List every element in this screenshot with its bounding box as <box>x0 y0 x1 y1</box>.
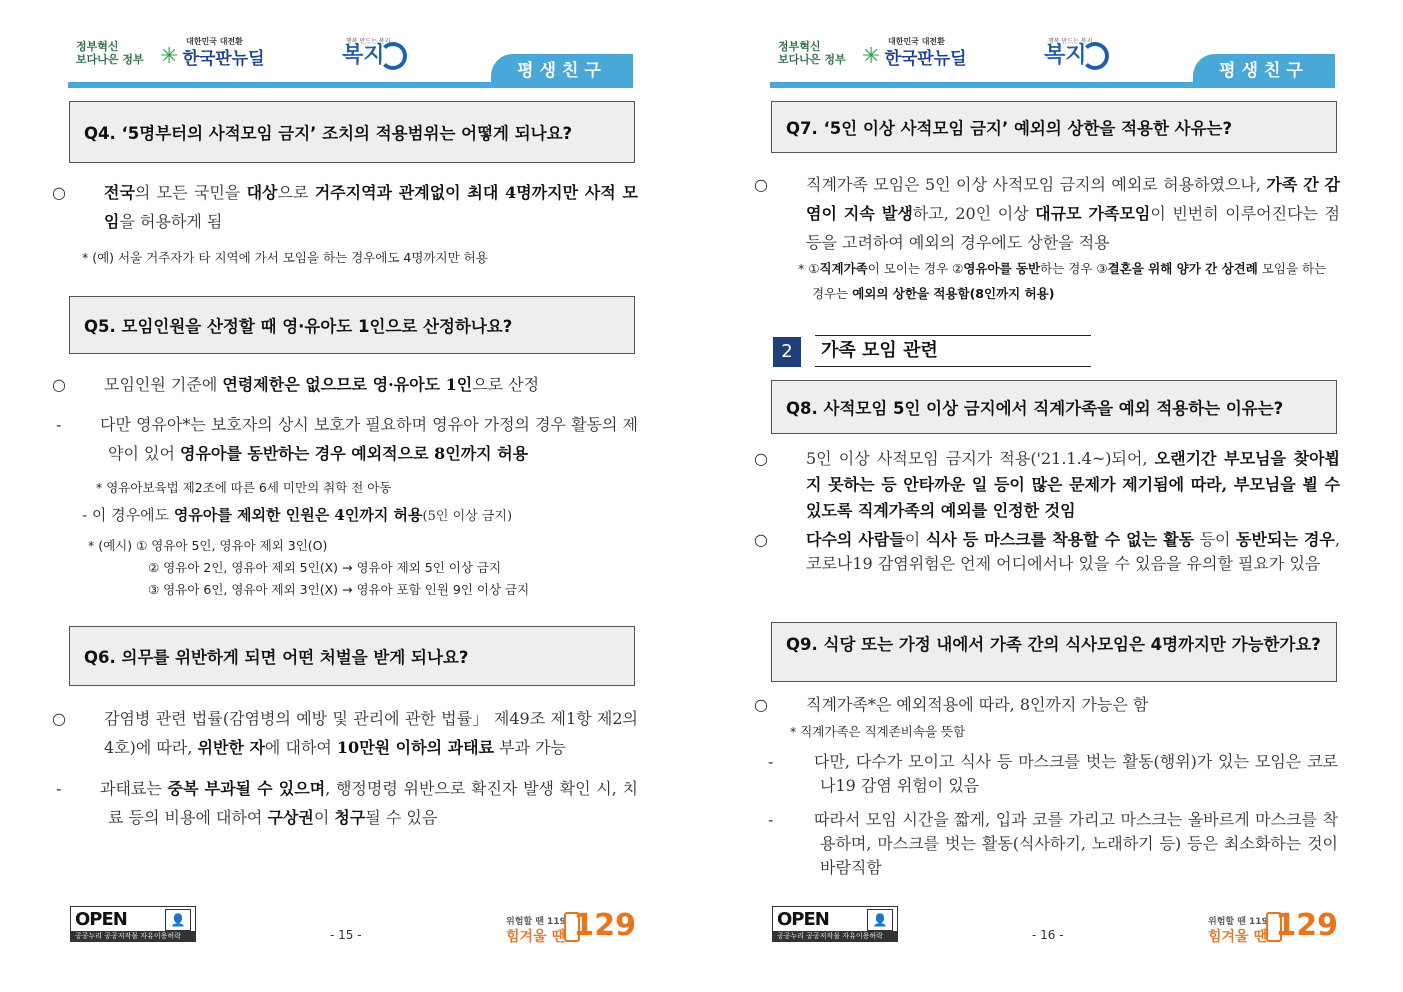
page-number: - 15 - <box>330 928 362 942</box>
question-q6: Q6. 의무를 위반하게 되면 어떤 처벌을 받게 되나요? <box>69 626 635 686</box>
section-number: 2 <box>773 337 801 367</box>
answer-q9-1: ○ 직계가족*은 예외적용에 따라, 8인까지 가능은 함 <box>754 695 1149 714</box>
answer-q6-1: ○ 감염병 관련 법률(감염병의 예방 및 관리에 관한 법률」 제49조 제1항 제2의4호)에 따라, 위반한 자에 대하여 10만원 이하의 과태료 부과 가능 <box>52 709 638 757</box>
newdeal-star-icon: ✳ <box>160 44 179 69</box>
answer-q8-2: ○ 다수의 사람들이 식사 등 마스크를 착용할 수 없는 활동 등이 동반되는 경우, 코로나19 감염위험은 언제 어디에서나 있을 수 있음을 유의할 필요가 있음 <box>754 530 1340 573</box>
answer-q7-1: ○ 직계가족 모임은 5인 이상 사적모임 금지의 예외로 허용하였으나, 가족 간 감염이 지속 발생하고, 20인 이상 대규모 가족모임이 빈번히 이루어진다는 점 등을 고려하여 예외의 경우에도 상한을 적용 <box>754 175 1340 252</box>
bokji-circle-icon <box>1081 42 1109 70</box>
example-q5-1: * (예시) ① 영유아 5인, 영유아 제외 3인(O) <box>88 538 328 553</box>
question-q9: Q9. 식당 또는 가정 내에서 가족 간의 식사모임은 4명까지만 가능한가요? <box>771 622 1337 682</box>
korean-new-deal-logo: ✳ 대한민국 대전환 한국판뉴딜 <box>160 37 265 69</box>
answer-q5-1: ○ 모임인원 기준에 연령제한은 없으므로 영·유아도 1인으로 산정 <box>52 375 540 394</box>
answer-q5-2: - 다만 영유아*는 보호자의 상시 보호가 필요하며 영유아 가정의 경우 활동의 제약이 있어 영유아를 동반하는 경우 예외적으로 8인까지 허용 <box>56 415 638 463</box>
open-license-badge: OPEN 👤 공공누리 공공저작물 자유이용허락 <box>772 906 898 942</box>
note-q9: * 직계가족은 직계존비속을 뜻함 <box>790 724 966 739</box>
note-q4: * (예) 서울 거주자가 타 지역에 가서 모임을 하는 경우에도 4명까지만 허용 <box>82 250 488 265</box>
hotline-129-logo: 위험할 땐 119 힘겨울 땐 129 <box>1208 908 1338 945</box>
page-number: - 16 - <box>1032 928 1064 942</box>
example-q5-3: ③ 영유아 6인, 영유아 제외 3인(X) → 영유아 포함 인원 9인 이상 금지 <box>148 582 530 597</box>
question-q5: Q5. 모임인원을 산정할 때 영·유아도 1인으로 산정하나요? <box>69 296 635 354</box>
answer-q4-1: ○ 전국의 모든 국민을 대상으로 거주지역과 관계없이 최대 4명까지만 사적 모임을 허용하게 됨 <box>52 183 638 231</box>
answer-q5-3: - 이 경우에도 영유아를 제외한 인원은 4인까지 허용(5인 이상 금지) <box>82 506 513 524</box>
answer-q8-1: ○ 5인 이상 사적모임 금지가 적용('21.1.4~)되어, 오랜기간 부모님을 찾아뵙지 못하는 등 안타까운 일 등이 많은 문제가 제기됨에 따라, 부모님을 뵐 수 있도록 직계가족의 예외를 인정한 것임 <box>754 449 1340 520</box>
header-tab: 평생친구 <box>491 54 633 88</box>
section-heading <box>773 335 1091 369</box>
header-tab: 평생친구 <box>1193 54 1335 88</box>
answer-q6-2: - 과태료는 중복 부과될 수 있으며, 행정명령 위반으로 확진자 발생 확인 시, 치료 등의 비용에 대하여 구상권이 청구될 수 있음 <box>56 779 638 827</box>
korean-new-deal-logo: ✳ 대한민국 대전환 한국판뉴딜 <box>862 37 967 69</box>
bokji-logo: 행복 만드는 복지 복지 <box>1044 38 1109 70</box>
bokji-logo: 행복 만드는 복지 복지 <box>342 38 407 70</box>
open-license-badge: OPEN 👤 공공누리 공공저작물 자유이용허락 <box>70 906 196 942</box>
answer-q9-3: - 따라서 모임 시간을 짧게, 입과 코를 가리고 마스크는 올바르게 마스크를 착용하며, 마스크를 벗는 활동(식사하기, 노래하기 등) 등은 최소화하는 것이 바람직함 <box>768 810 1338 877</box>
page-header <box>770 36 1335 88</box>
hotline-129-logo: 위험할 땐 119 힘겨울 땐 129 <box>506 908 636 945</box>
gov-innovation-logo: 정부혁신 보다나은 정부 <box>76 40 144 66</box>
page-header <box>68 36 633 88</box>
bokji-circle-icon <box>379 42 407 70</box>
gov-innovation-logo: 정부혁신 보다나은 정부 <box>778 40 846 66</box>
note-q7: * ①직계가족이 모이는 경우 ②영유아를 동반하는 경우 ③결혼을 위해 양가 간 상견례 모임을 하는 경우는 예외의 상한을 적용함(8인까지 허용) <box>798 261 1327 301</box>
question-q7: Q7. ‘5인 이상 사적모임 금지’ 예외의 상한을 적용한 사유는? <box>771 101 1337 153</box>
example-q5-2: ② 영유아 2인, 영유아 제외 5인(X) → 영유아 제외 5인 이상 금지 <box>148 560 502 575</box>
question-q8: Q8. 사적모임 5인 이상 금지에서 직계가족을 예외 적용하는 이유는? <box>771 380 1337 434</box>
newdeal-star-icon: ✳ <box>862 44 881 69</box>
note-q5: * 영유아보육법 제2조에 따른 6세 미만의 취학 전 아동 <box>96 480 392 495</box>
attribution-icon: 👤 <box>867 909 893 931</box>
question-q4: Q4. ‘5명부터의 사적모임 금지’ 조치의 적용범위는 어떻게 되나요? <box>69 101 635 163</box>
answer-q9-2: - 다만, 다수가 모이고 식사 등 마스크를 벗는 활동(행위)가 있는 모임은 코로나19 감염 위험이 있음 <box>768 752 1338 795</box>
page-15 <box>0 0 701 992</box>
section-title: 가족 모임 관련 <box>815 335 1091 367</box>
attribution-icon: 👤 <box>165 909 191 931</box>
